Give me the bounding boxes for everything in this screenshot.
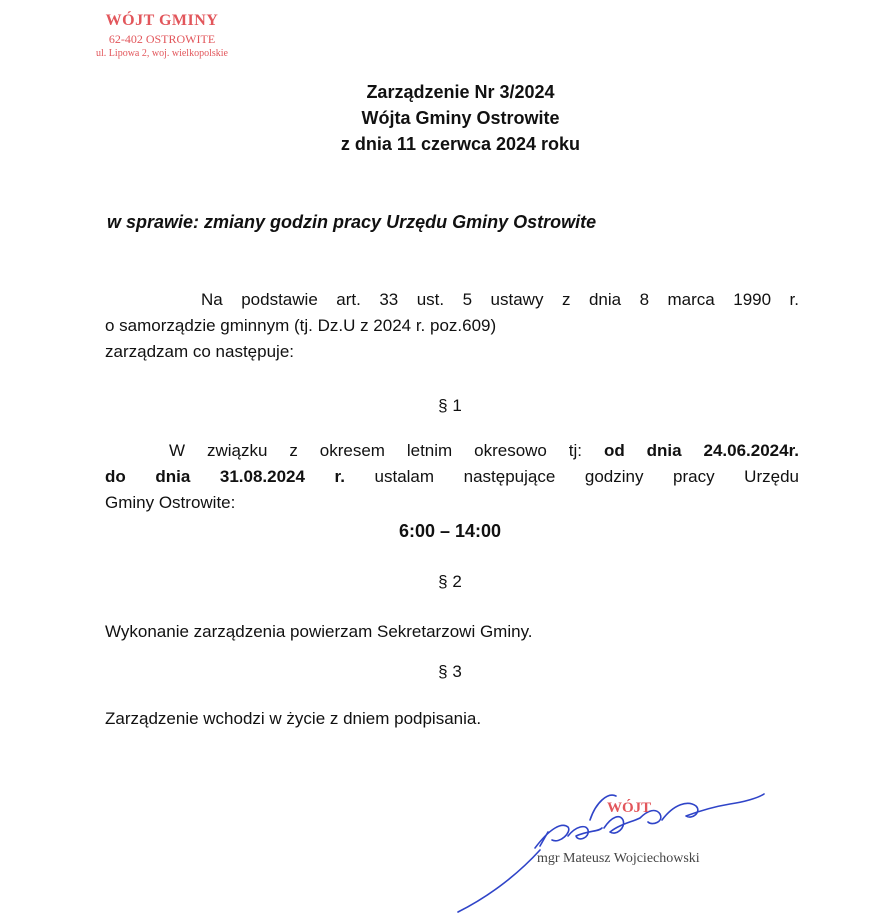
- office-stamp: [72, 12, 252, 59]
- stamp-line-3: ul. Lipowa 2, woj. wielkopolskie: [96, 47, 228, 59]
- working-hours: 6:00 – 14:00: [398, 521, 502, 541]
- signatory-name: mgr Mateusz Wojciechowski: [537, 851, 700, 866]
- section-3-text: Zarządzenie wchodzi w życie z dniem podpisania.: [105, 709, 482, 728]
- section-1-date-from: od dnia 24.06.2024r.: [603, 441, 799, 460]
- document-subject: w sprawie: zmiany godzin pracy Urzędu Gminy Ostrowite: [107, 212, 597, 232]
- section-1-date-to: do dnia 31.08.2024 r.: [105, 467, 345, 486]
- section-1-rest: ustalam następujące godziny pracy Urzędu: [374, 467, 799, 486]
- signature-stamp-title: WÓJT: [607, 800, 652, 816]
- legal-basis-line-2: o samorządzie gminnym (tj. Dz.U z 2024 r. poz.609): [105, 316, 497, 335]
- section-2-mark: § 2: [438, 572, 462, 591]
- legal-basis-line-3: zarządzam co następuje:: [105, 342, 294, 361]
- section-1-paragraph: [105, 438, 799, 516]
- document-date: z dnia 11 czerwca 2024 roku: [340, 134, 581, 154]
- section-1-line-1: [105, 438, 799, 464]
- document-title: Zarządzenie Nr 3/2024: [366, 82, 555, 102]
- section-1-intro: W związku z okresem letnim okresowo tj:: [169, 441, 583, 460]
- section-1-line-2: [105, 464, 799, 490]
- stamp-line-1: WÓJT GMINY: [105, 12, 219, 29]
- document-issuer: Wójta Gminy Ostrowite: [361, 108, 560, 128]
- legal-basis-line-1: Na podstawie art. 33 ust. 5 ustawy z dnia 8 marca 1990 r.: [201, 290, 799, 309]
- section-1-mark: § 1: [438, 396, 462, 415]
- section-2-text: Wykonanie zarządzenia powierzam Sekretarzowi Gminy.: [105, 622, 533, 641]
- legal-basis-paragraph: [105, 287, 799, 365]
- signature-stroke-6: [540, 832, 548, 846]
- signature-tail: [458, 850, 540, 912]
- section-1-end: Gminy Ostrowite:: [105, 493, 236, 512]
- stamp-line-2: 62-402 OSTROWITE: [108, 31, 216, 46]
- signature-stroke-4: [662, 794, 764, 820]
- signature-stroke-2: [568, 827, 602, 839]
- section-3-mark: § 3: [438, 662, 462, 681]
